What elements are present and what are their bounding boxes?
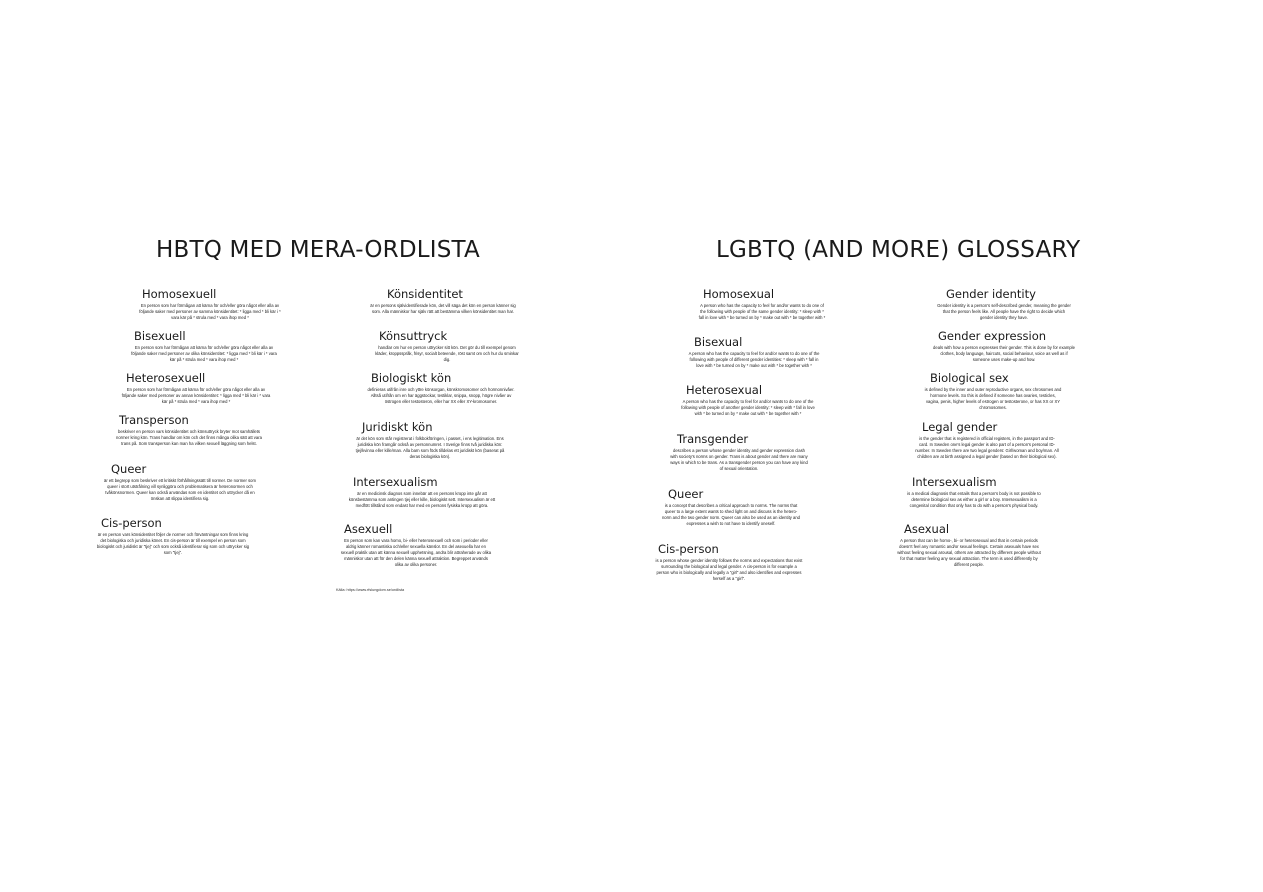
term-heading: Legal gender (922, 420, 998, 434)
glossary-entry-biological-sex (897, 371, 1167, 411)
glossary-entry-cis-person (95, 516, 365, 556)
term-heading: Heterosexual (686, 383, 763, 397)
glossary-entry-intersexualism-sv (340, 475, 610, 509)
glossary-entry-bisexual (655, 335, 925, 369)
term-definition: A person who has the capacity to feel for and/or wants to do one of the following with people of another gender identity: * sleep with * fall in love with * be turned on by * make out with * be together with * (681, 399, 815, 417)
term-heading: Biological sex (930, 371, 1009, 385)
term-definition: is a person whose gender identity follows the norms and expectations that exist surrounding the biological and legal gender. A cis-person is for example a person who is biologically and legally a "girl" and also identifies and expresses herself as a "girl". (655, 558, 803, 582)
term-definition: is defined by the inner and outer reproductive organs, sex chrosomes and hormone levels. So this is defined if someone has ovaries, testicles, vagina, penis, higher levels of estrogen or testosterone, or has XX or XY chromosomes. (924, 387, 1062, 411)
term-definition: handlar om hur en person uttrycker sitt kön. Det gör du till exempel genom kläder, kroppsspråk, frisyr, socialt beteende, röst samt om och hur du sminkar dig. (375, 345, 519, 363)
term-definition: deals with how a person expresses their gender. This is done by for example clothes, body language, haircuts, social behaviour, voice as well as if someone uses make-up and how. (933, 345, 1075, 363)
glossary-entry-heterosexual (655, 383, 925, 417)
term-heading: Cis-person (658, 542, 719, 556)
term-definition: is a medical diagnosis that entails that a person's body is not possible to determine biological sex as either a girl or a boy. Intersexualism is a congenital condition that only has to do with a person's physical body. (907, 491, 1041, 509)
term-definition: är en medicinsk diagnos som innebär att en persons kropp inte går att könsbestämma som antingen tjej eller kille, biologiskt sett. Intersexualism är ett medfött tillstånd som endast har med en persons fysiska kropp att göra. (348, 491, 496, 509)
glossary-entry-gender-expression (897, 329, 1167, 363)
glossary-entry-homosexuell (95, 287, 365, 321)
glossary-entry-cis-person-en (655, 542, 925, 582)
term-definition: är en persons självidentifierade kön, det vill säga det kön en person känner sig som. Alla människor har själv rätt att bestämma vilken könsidentitet man har. (370, 303, 516, 315)
english-glossary-title: LGBTQ (AND MORE) GLOSSARY (716, 237, 1081, 263)
term-definition: En person som har förmågan att kärna för och/eller göra något eller alla av följande saker med personer av olika könsidentitet: * ligga med * bli kär i * vara kär på * strula med * vara ihop med * (131, 345, 277, 363)
glossary-entry-legal-gender (897, 420, 1167, 460)
term-definition: är en person vars könsidentitet följer de normer och förväntningar som finns kring det biologiska och juridiska könet. En cis-person är till exempel en person som biologiskt och juridiskt är "tjej" och som också identifierar sig som och uttrycker sig som "tjej". (96, 532, 250, 556)
term-definition: beskriver en person vars könsidentitet och könsuttryck bryter mot samhällets normer kring kön. Trans handlar om kön och det finns många olika sätt att vara trans på. Som transperson kan man ha vilken sexuell läggning som helst. (116, 429, 262, 447)
term-definition: är ett begrepp som beskriver ett kritiskt förhållningssätt till normer. De normer som queer i stort utstrålning vill synliggöra och problematisera är heteronormen och tvåkönsnormen. Queer kan också användas som en identitet och uttrycker då en önskan att slippa identifiera sig. (104, 478, 256, 502)
term-heading: Transperson (119, 413, 189, 427)
term-heading: Asexuell (344, 522, 393, 536)
glossary-entry-transgender (655, 432, 925, 472)
glossary-entry-gender-identity (897, 287, 1167, 321)
glossary-entry-homosexual (655, 287, 925, 321)
term-heading: Queer (668, 487, 704, 501)
source-citation: Källa: https://www.rfslungdom.se/ordlista (336, 588, 405, 592)
term-heading: Cis-person (101, 516, 162, 530)
term-definition: A person that can be homo-, bi- or heterosexual and that in certain periods doesn't feel any romantic and/or sexual feelings. Certain asexuals have sex without feeling sexual arousal, others are attracted by different people without for that matter feeling any sexual attraction. The term is used differently by different people. (897, 538, 1041, 568)
term-heading: Gender expression (938, 329, 1047, 343)
term-heading: Gender identity (946, 287, 1036, 301)
term-definition: is a concept that describes a critical approach to norms. The norms that queer to a large extent wants to shed light on and discuss is the hetero-norm and the two gender norm. Queer can also be used as an identity and expresses a wish to not have to identify oneself. (661, 503, 801, 527)
glossary-entry-heterosexuell (95, 371, 365, 405)
term-heading: Juridiskt kön (362, 420, 433, 434)
term-heading: Homosexual (703, 287, 775, 301)
term-heading: Könsuttryck (379, 329, 448, 343)
term-definition: Gender identity is a person's self-described gender, meaning the gender that the person feels like. All people have the right to decide which gender identity they have. (937, 303, 1071, 321)
term-heading: Queer (111, 462, 147, 476)
glossary-entry-biologiskt-kon (340, 371, 610, 405)
term-heading: Asexual (904, 522, 950, 536)
term-definition: En person som kan vara homo, bi- eller heterosexuell och som i perioder eller aldrig känner romantiska och/eller sexuella känslor. En del asexuella har en sexuell praktik utan att känna sexuell upphetsning, andra blir attraherade av olika människor utan att för den delen känna sexuell attraktion. Begreppet används olika av olika personer. (340, 538, 492, 568)
term-definition: är det kön som står registrerat i folkbokföringen, i passet, i ens legitimation. Ens juridiska kön framgår också av personnumret. I Sverige finns två juridiska kön: tjej/kvinna eller kille/man. Alla barn som föds tilldelas ett juridiskt kön (baserat på deras biologiska kön). (355, 436, 505, 460)
glossary-entry-queer (95, 462, 365, 502)
term-definition: is the gender that is registered in official registers, in the passport and ID-card. In Sweden one's legal gender is also part of a person's personal ID-number. In Sweden there are two legal genders: Girl/woman and boy/man. All children are at birth assigned a legal gender (based on their biological sex). (915, 436, 1059, 460)
term-heading: Bisexuell (134, 329, 186, 343)
glossary-entry-queer-en (655, 487, 925, 527)
term-definition: En person som har förmågan att kärna för och/eller göra något eller alla av följande saker med personer av samma könsidentitet: * ligga med * bli kär i * vara kär på * strula med * vara ihop med * (139, 303, 281, 321)
glossary-entry-transperson (95, 413, 365, 447)
term-heading: Intersexualism (353, 475, 438, 489)
term-heading: Könsidentitet (387, 287, 463, 301)
term-heading: Intersexualism (912, 475, 997, 489)
term-definition: definieras utifrån inre och yttre könsorgan, könskromosomer och hormonnivåer. Alltså utifrån om en har äggstockar, testiklar, snippa, snopp, högre nivåer av östrogen eller testosteron, eller har XX eller XY-kromosomer. (367, 387, 515, 405)
glossary-entry-asexuell (340, 522, 610, 568)
term-definition: En person som har förmågan att kärna för och/eller göra något eller alla av följande saker med personer av annan könsidentitet: * ligga med * bli kär i * vara kär på * strula med * vara ihop med * (121, 387, 271, 405)
term-definition: A person who has the capacity to feel for and/or wants to do one of the following with people of different gender identities: * sleep with * fall in love with * be turned on by * make out with * be together with * (688, 351, 820, 369)
glossary-entry-juridiskt-kon (340, 420, 610, 460)
glossary-entry-intersexualism-en (897, 475, 1167, 509)
term-definition: A person who has the capacity to feel for and/or wants to do one of the following with people of the same gender identity: * sleep with * fall in love with * be turned on by * make out with * be together with * (698, 303, 826, 321)
glossary-entry-bisexuell (95, 329, 365, 363)
term-heading: Bisexual (694, 335, 743, 349)
glossary-entry-konsidentitet (340, 287, 610, 315)
glossary-entry-asexual (897, 522, 1167, 568)
glossary-entry-konsuttryck (340, 329, 610, 363)
term-heading: Homosexuell (142, 287, 217, 301)
term-heading: Heterosexuell (126, 371, 206, 385)
swedish-glossary-title: HBTQ MED MERA-ORDLISTA (156, 237, 480, 263)
term-heading: Transgender (677, 432, 749, 446)
term-heading: Biologiskt kön (371, 371, 452, 385)
term-definition: describes a person whose gender identity and gender expression clash with society's norms on gender. Trans is about gender and there are many ways in which to be trans. As a transgender person you can have any kind of sexual orientation. (670, 448, 808, 472)
